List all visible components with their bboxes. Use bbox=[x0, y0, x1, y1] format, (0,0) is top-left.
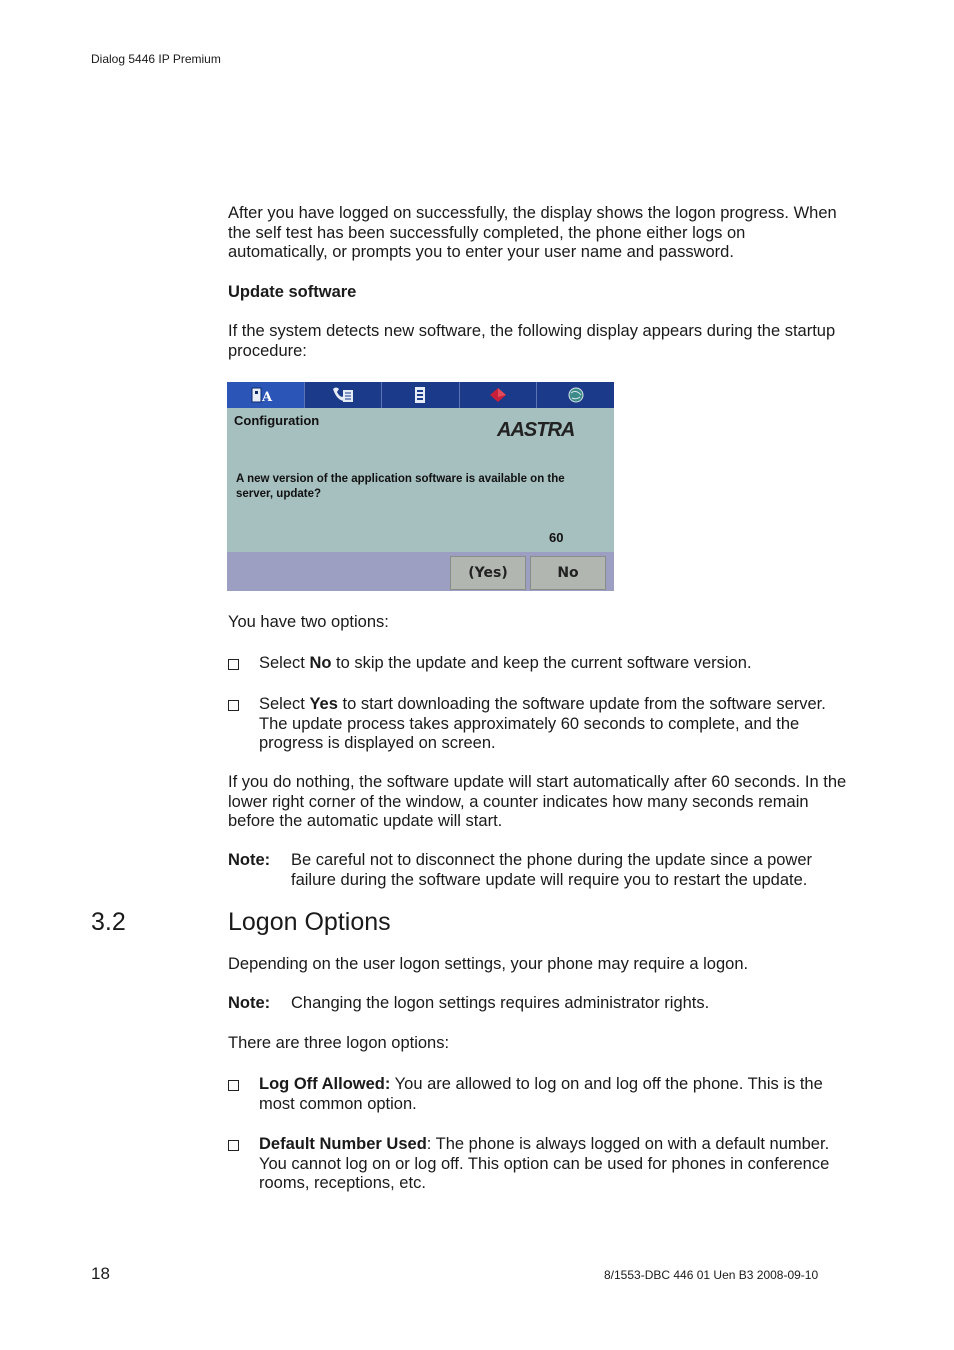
logon-option-default-number: Default Number Used: The phone is always logged on with a default number. You cannot log on or log off. This option can be used for phones in conference rooms, receptions, etc. bbox=[259, 1135, 830, 1192]
logon-option-log-off-allowed: Log Off Allowed: You are allowed to log on and log off the phone. This is the most common option. bbox=[259, 1075, 823, 1113]
section-number: 3.2 bbox=[91, 908, 126, 936]
contacts-icon[interactable] bbox=[227, 382, 305, 408]
section-title: Logon Options bbox=[228, 908, 391, 936]
section-intro: Depending on the user logon settings, your phone may require a logon. bbox=[228, 955, 749, 973]
countdown-counter: 60 bbox=[549, 530, 564, 545]
note-label: Note: bbox=[228, 851, 271, 869]
running-header: Dialog 5446 IP Premium bbox=[91, 52, 221, 66]
no-softkey[interactable]: No bbox=[530, 556, 606, 590]
display-title: Configuration bbox=[234, 413, 320, 428]
display-tab-bar bbox=[227, 382, 614, 408]
checkbox-bullet bbox=[228, 1140, 239, 1151]
note-label: Note: bbox=[228, 994, 271, 1012]
update-paragraph: If the system detects new software, the following display appears during the startup procedure: bbox=[228, 322, 836, 360]
display-message: A new version of the application software is available on the server, update? bbox=[236, 473, 565, 500]
phone-book-icon[interactable] bbox=[305, 382, 383, 408]
note-text: Changing the logon settings requires administrator rights. bbox=[291, 994, 710, 1012]
checkbox-bullet bbox=[228, 700, 239, 711]
svg-text:A: A bbox=[262, 390, 273, 405]
options-intro: You have two options: bbox=[228, 613, 389, 631]
call-list-icon[interactable] bbox=[382, 382, 460, 408]
page-number: 18 bbox=[91, 1264, 110, 1283]
logon-list-intro: There are three logon options: bbox=[228, 1034, 450, 1052]
auto-update-paragraph: If you do nothing, the software update will start automatically after 60 seconds. In the lower right corner of the window, a counter indicates how many seconds remain before the automatic update will start. bbox=[228, 773, 847, 830]
checkbox-bullet bbox=[228, 659, 239, 670]
intro-paragraph: After you have logged on successfully, the display shows the logon progress. When the self test has been successfully completed, the phone either logs on automatically, or prompts you to enter your user name and password. bbox=[228, 204, 837, 261]
option-no: Select No to skip the update and keep the current software version. bbox=[259, 654, 752, 672]
option-yes: Select Yes to start downloading the software update from the software server. The update process takes approximately 60 seconds to complete, and the progress is displayed on screen. bbox=[259, 695, 826, 752]
services-icon[interactable] bbox=[537, 382, 614, 408]
yes-softkey[interactable]: (Yes) bbox=[450, 556, 526, 590]
document-id: 8/1553-DBC 446 01 Uen B3 2008-09-10 bbox=[604, 1268, 819, 1282]
phone-display bbox=[227, 382, 614, 591]
note-text: Be careful not to disconnect the phone during the update since a power failure during the software update will require you to restart the update. bbox=[291, 851, 813, 889]
update-heading: Update software bbox=[228, 283, 357, 301]
checkbox-bullet bbox=[228, 1080, 239, 1091]
messages-icon[interactable] bbox=[460, 382, 538, 408]
aastra-logo: AASTRA bbox=[497, 419, 575, 441]
